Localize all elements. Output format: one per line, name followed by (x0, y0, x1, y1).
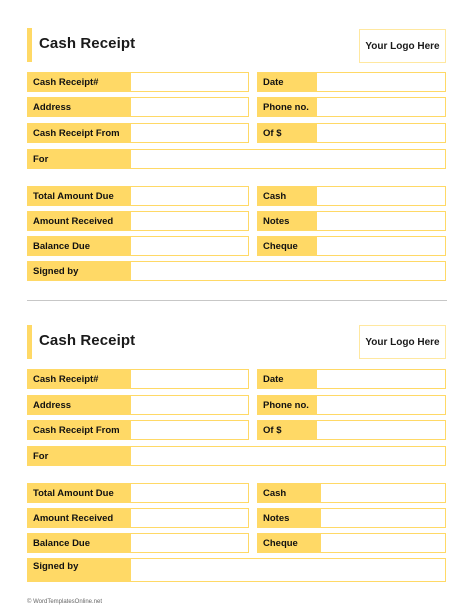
field-phone (257, 97, 446, 117)
field-label: Phone no. (258, 396, 317, 414)
field-label: Cash Receipt From (28, 421, 131, 439)
logo-placeholder[interactable]: Your Logo Here (359, 29, 446, 63)
field-input[interactable] (131, 421, 248, 439)
field-amount-received (27, 508, 249, 528)
field-label: Notes (258, 509, 321, 527)
field-balance-due (27, 236, 249, 256)
field-input[interactable] (131, 447, 445, 465)
field-input[interactable] (317, 212, 445, 230)
field-input[interactable] (317, 98, 445, 116)
field-input[interactable] (131, 262, 445, 280)
field-date (257, 369, 446, 389)
field-label: Signed by (28, 559, 131, 581)
field-input[interactable] (131, 150, 445, 168)
field-address (27, 395, 249, 415)
field-of-amount (257, 123, 446, 143)
field-notes (257, 211, 446, 231)
logo-placeholder[interactable]: Your Logo Here (359, 325, 446, 359)
field-input[interactable] (131, 484, 248, 502)
field-cash-receipt-from (27, 123, 249, 143)
field-label: Of $ (258, 124, 317, 142)
field-date (257, 72, 446, 92)
field-signed-by (27, 261, 446, 281)
field-label: For (28, 447, 131, 465)
field-input[interactable] (321, 534, 445, 552)
field-input[interactable] (321, 509, 445, 527)
field-input[interactable] (317, 396, 445, 414)
field-label: Total Amount Due (28, 484, 131, 502)
field-label: Date (258, 73, 317, 91)
field-input[interactable] (131, 98, 248, 116)
field-cash-receipt-number (27, 72, 249, 92)
field-label: Amount Received (28, 212, 131, 230)
field-cash-receipt-number (27, 369, 249, 389)
field-cash-receipt-from (27, 420, 249, 440)
field-input[interactable] (131, 124, 248, 142)
field-label: Balance Due (28, 534, 131, 552)
field-label: Cheque (258, 534, 321, 552)
field-label: Cash (258, 484, 321, 502)
field-address (27, 97, 249, 117)
field-input[interactable] (131, 559, 445, 581)
section-divider (27, 300, 447, 301)
field-amount-received (27, 211, 249, 231)
field-label: Address (28, 396, 131, 414)
field-input[interactable] (317, 237, 445, 255)
field-label: Notes (258, 212, 317, 230)
field-label: Total Amount Due (28, 187, 131, 205)
field-total-amount-due (27, 483, 249, 503)
receipt-title: Cash Receipt (39, 332, 136, 349)
field-label: Date (258, 370, 317, 388)
field-label: Of $ (258, 421, 317, 439)
field-label: Cheque (258, 237, 317, 255)
field-label: Balance Due (28, 237, 131, 255)
field-input[interactable] (131, 396, 248, 414)
field-input[interactable] (131, 73, 248, 91)
field-for (27, 149, 446, 169)
field-label: Amount Received (28, 509, 131, 527)
receipt-title-block (27, 28, 197, 62)
field-total-amount-due (27, 186, 249, 206)
field-input[interactable] (131, 509, 248, 527)
field-input[interactable] (317, 187, 445, 205)
field-input[interactable] (317, 73, 445, 91)
field-signed-by (27, 558, 446, 582)
field-input[interactable] (131, 212, 248, 230)
receipt-title-block (27, 325, 197, 359)
field-phone (257, 395, 446, 415)
field-label: Cash Receipt# (28, 73, 131, 91)
field-cheque (257, 236, 446, 256)
receipt-title: Cash Receipt (39, 35, 136, 52)
field-of-amount (257, 420, 446, 440)
field-input[interactable] (321, 484, 445, 502)
field-label: Signed by (28, 262, 131, 280)
field-input[interactable] (131, 534, 248, 552)
field-label: Phone no. (258, 98, 317, 116)
field-input[interactable] (317, 370, 445, 388)
field-cash (257, 186, 446, 206)
field-input[interactable] (131, 187, 248, 205)
field-input[interactable] (131, 237, 248, 255)
footer-credit: © WordTemplatesOnline.net (27, 599, 103, 605)
field-input[interactable] (317, 421, 445, 439)
field-for (27, 446, 446, 466)
field-cheque (257, 533, 446, 553)
field-cash (257, 483, 446, 503)
field-label: Cash (258, 187, 317, 205)
field-input[interactable] (317, 124, 445, 142)
field-input[interactable] (131, 370, 248, 388)
field-label: Cash Receipt From (28, 124, 131, 142)
field-label: Address (28, 98, 131, 116)
field-notes (257, 508, 446, 528)
field-label: Cash Receipt# (28, 370, 131, 388)
field-label: For (28, 150, 131, 168)
field-balance-due (27, 533, 249, 553)
